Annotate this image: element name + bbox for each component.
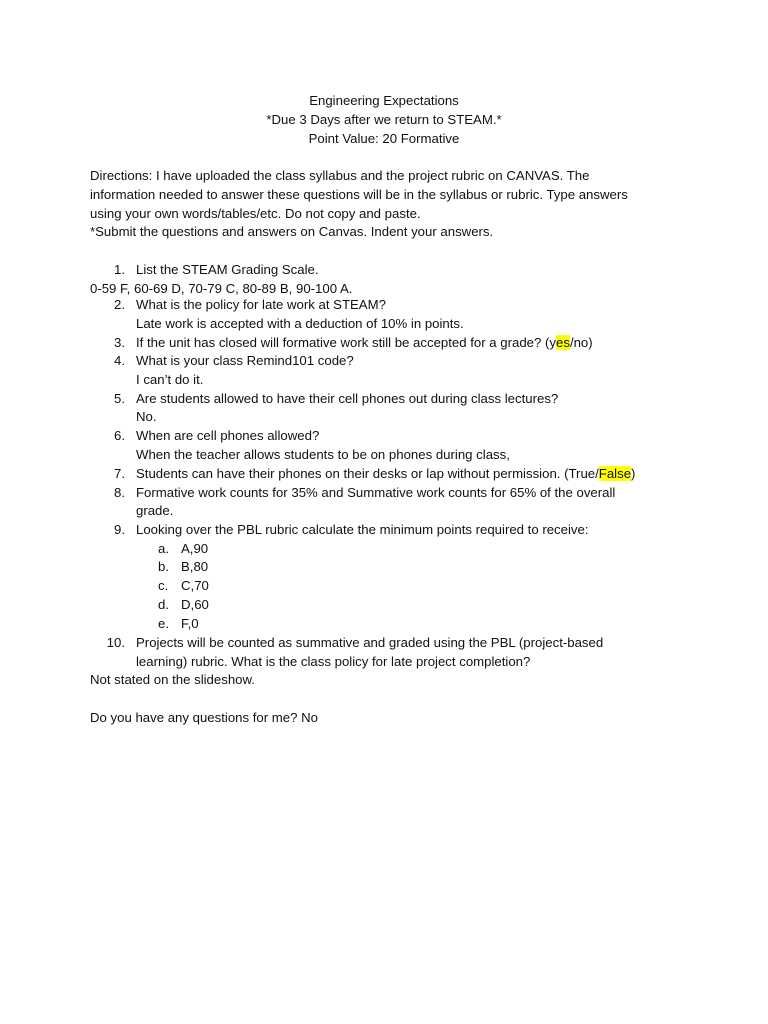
sub-item-letter: d.: [158, 597, 169, 612]
question-7-prefix: Students can have their phones on their desks or lap without permission. (True/: [136, 466, 599, 481]
question-number: 7.: [114, 466, 125, 481]
directions-line-2: information needed to answer these questions will be in the syllabus or rubric. Type answers: [90, 187, 628, 202]
answer-1: 0-59 F, 60-69 D, 70-79 C, 80-89 B, 90-100 A.: [90, 281, 353, 296]
sub-item-text: B,80: [181, 559, 209, 574]
sub-item-text: D,60: [181, 597, 209, 612]
question-2-text: What is the policy for late work at STEAM?: [136, 297, 386, 312]
question-number: 6.: [114, 428, 125, 443]
directions-line-1: Directions: I have uploaded the class syllabus and the project rubric on CANVAS. The: [90, 168, 590, 183]
sub-item-text: C,70: [181, 578, 209, 593]
answer-6: When the teacher allows students to be on phones during class,: [136, 447, 510, 462]
question-10-line-1: Projects will be counted as summative and graded using the PBL (project-based: [136, 635, 604, 650]
question-7-suffix: ): [631, 466, 636, 481]
document-title: Engineering Expectations: [309, 93, 459, 108]
answer-10: Not stated on the slideshow.: [90, 672, 255, 687]
highlighted-answer: es: [556, 335, 570, 350]
due-note: *Due 3 Days after we return to STEAM.*: [266, 112, 502, 127]
question-4-text: What is your class Remind101 code?: [136, 353, 354, 368]
answer-5: No.: [136, 409, 157, 424]
question-3-text: [136, 335, 593, 351]
highlighted-answer: False: [598, 466, 632, 481]
question-3-suffix: /no): [569, 335, 593, 350]
question-number: 1.: [114, 262, 125, 277]
answer-2: Late work is accepted with a deduction of 10% in points.: [136, 316, 464, 331]
question-9-text: Looking over the PBL rubric calculate the minimum points required to receive:: [136, 522, 589, 537]
question-number: 5.: [114, 391, 125, 406]
question-number: 4.: [114, 353, 125, 368]
question-number: 9.: [114, 522, 125, 537]
question-8-line-1: Formative work counts for 35% and Summative work counts for 65% of the overall: [136, 485, 616, 500]
question-5-text: Are students allowed to have their cell phones out during class lectures?: [136, 391, 559, 406]
question-number: 10.: [106, 635, 125, 650]
closing-question: Do you have any questions for me? No: [90, 710, 318, 725]
point-value: Point Value: 20 Formative: [308, 131, 460, 146]
sub-item-letter: a.: [158, 541, 169, 556]
answer-4: I can’t do it.: [136, 372, 204, 387]
question-8-line-2: grade.: [136, 503, 174, 518]
question-7-text: [136, 466, 635, 482]
question-10-line-2: learning) rubric. What is the class policy for late project completion?: [136, 654, 531, 669]
sub-item-text: F,0: [181, 616, 199, 631]
directions-line-4: *Submit the questions and answers on Canvas. Indent your answers.: [90, 224, 494, 239]
question-6-text: When are cell phones allowed?: [136, 428, 320, 443]
question-number: 2.: [114, 297, 125, 312]
question-1-text: List the STEAM Grading Scale.: [136, 262, 319, 277]
directions-line-3: using your own words/tables/etc. Do not copy and paste.: [90, 206, 421, 221]
question-3-prefix: If the unit has closed will formative work still be accepted for a grade? (y: [136, 335, 556, 350]
sub-item-text: A,90: [181, 541, 209, 556]
sub-item-letter: e.: [158, 616, 169, 631]
question-number: 3.: [114, 335, 125, 350]
sub-item-letter: b.: [158, 559, 169, 574]
question-number: 8.: [114, 485, 125, 500]
sub-item-letter: c.: [158, 578, 169, 593]
